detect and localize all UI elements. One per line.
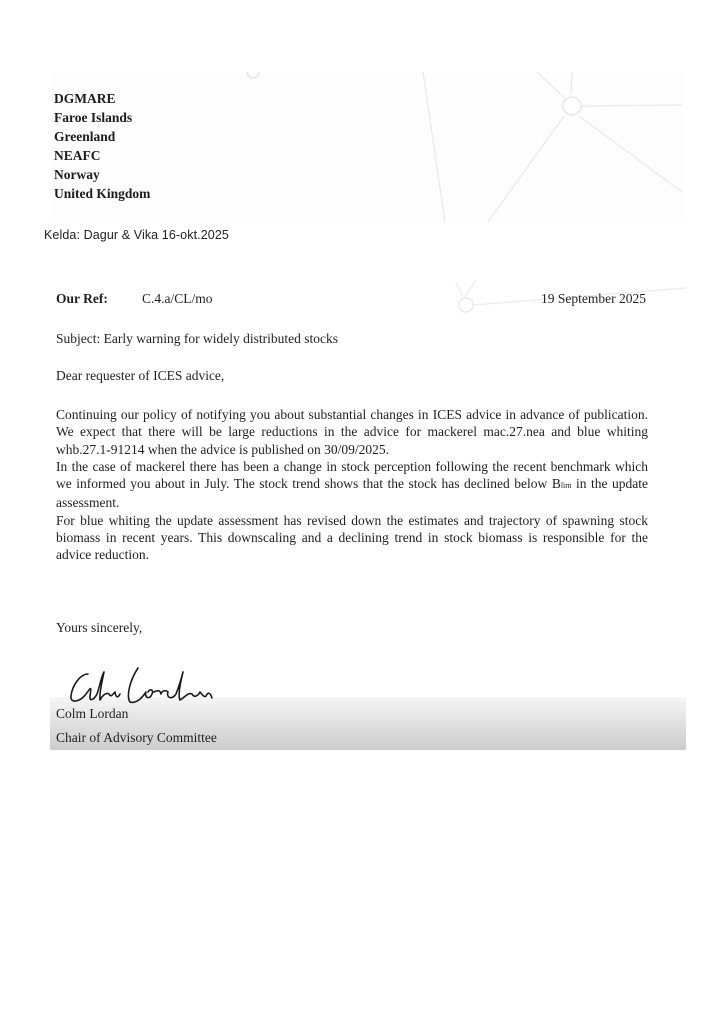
watermark-line: [537, 72, 566, 99]
source-caption: Kelda: Dagur & Vika 16-okt.2025: [44, 228, 229, 242]
paragraph-blue-whiting: For blue whiting the update assessment has revised down the estimates and trajectory of spawning stock biomass in recent years. This downscaling and a declining trend in stock biomass is responsible for the advice reduction.: [56, 512, 648, 563]
paragraph-mackerel: [56, 458, 648, 512]
watermark-node: [563, 97, 581, 115]
blim-subscript: lim: [560, 481, 572, 491]
blim-after-text: in the update assessment.: [56, 476, 649, 511]
recipient-item: DGMARE: [54, 91, 116, 106]
watermark-line: [488, 116, 564, 222]
blim-base: B: [551, 476, 561, 492]
letter-header-block: [50, 72, 682, 222]
letter-body-block: [50, 268, 686, 750]
letter-date: 19 September 2025: [541, 291, 646, 306]
reference-value: C.4.a/CL/mo: [142, 291, 213, 306]
watermark-line: [579, 116, 682, 192]
recipient-item: United Kingdom: [54, 186, 151, 201]
paragraph-mackerel-text: In the case of mackerel there has been a change in stock perception following the recent benchmark which we informed you about in July. The stock trend shows that the stock has declined below: [56, 458, 648, 492]
signer-name: Colm Lordan: [56, 706, 129, 721]
salutation: Dear requester of ICES advice,: [56, 368, 225, 383]
signature-stroke: [71, 672, 120, 701]
recipient-item: Norway: [54, 167, 100, 182]
blim-term: [552, 476, 572, 491]
recipient-item: NEAFC: [54, 148, 101, 163]
recipient-item: Faroe Islands: [54, 110, 133, 125]
closing-line: Yours sincerely,: [56, 620, 143, 635]
reference-row: [56, 290, 680, 308]
watermark-arc: [247, 72, 259, 78]
signer-title: Chair of Advisory Committee: [56, 730, 217, 745]
watermark-line: [423, 72, 445, 222]
letter-body: [56, 406, 648, 564]
watermark-line: [581, 105, 682, 106]
signature-stroke: [128, 668, 212, 702]
watermark-line: [571, 72, 572, 94]
reference-label: Our Ref:: [56, 291, 108, 306]
recipient-list: [54, 89, 150, 203]
paragraph-intro: Continuing our policy of notifying you about substantial changes in ICES advice in advance of publication. We expect that there will be large reductions in the advice for mackerel mac.27.nea and blue whiting whb.27.1-91214 when the advice is published on 30/09/2025.: [56, 407, 648, 457]
subject-line: Subject: Early warning for widely distributed stocks: [56, 331, 338, 346]
handwritten-signature: [66, 664, 216, 708]
recipient-item: Greenland: [54, 129, 116, 144]
